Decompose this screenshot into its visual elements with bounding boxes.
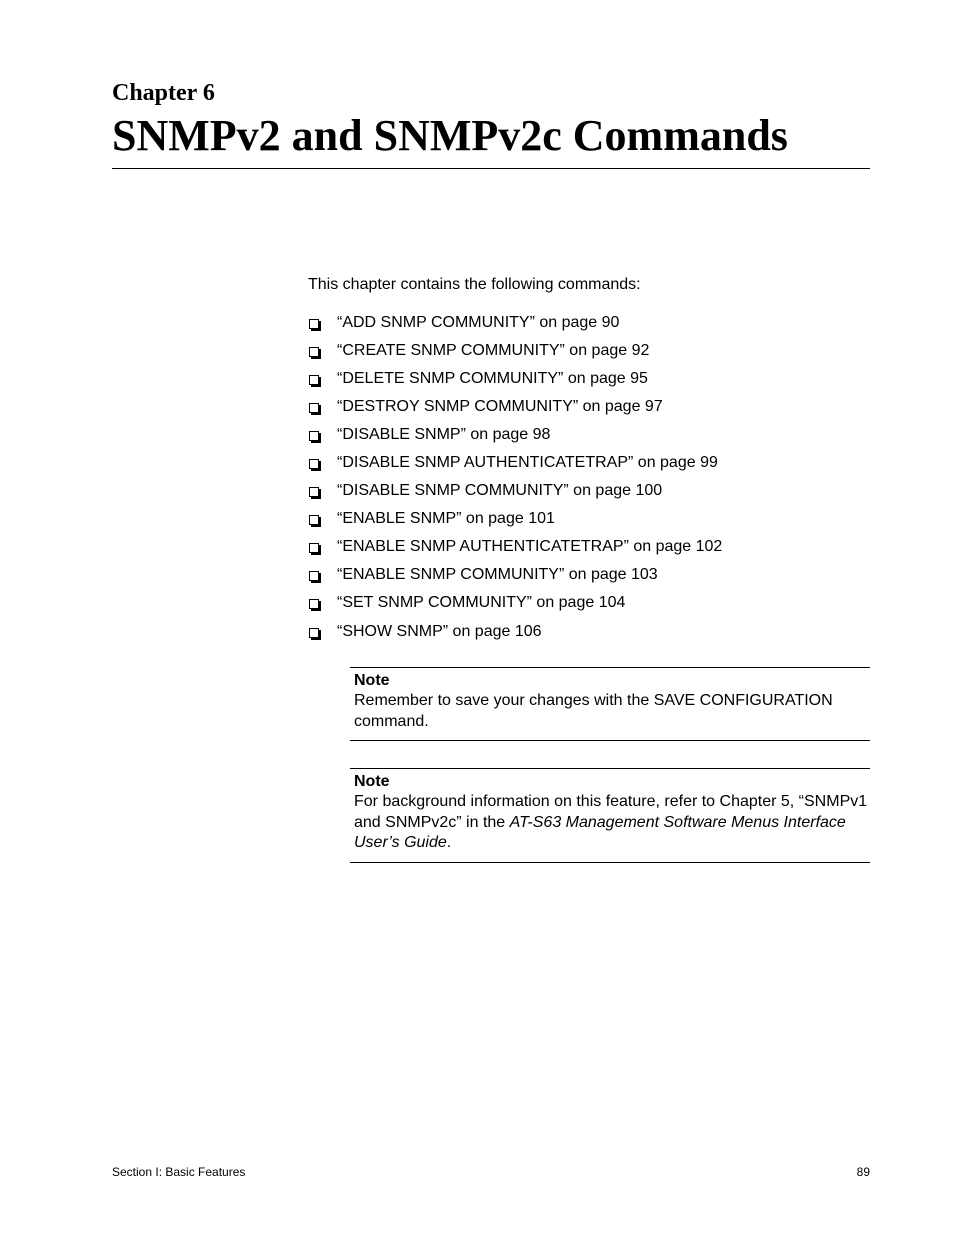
list-item[interactable]	[308, 341, 722, 369]
command-link[interactable]: “ADD SNMP COMMUNITY” on page 90	[337, 314, 620, 331]
command-link[interactable]: “DISABLE SNMP” on page 98	[337, 426, 551, 443]
chapter-title: SNMPv2 and SNMPv2c Commands	[112, 111, 788, 160]
list-item[interactable]	[308, 425, 722, 453]
title-rule	[112, 168, 870, 169]
command-link[interactable]: “ENABLE SNMP” on page 101	[337, 510, 555, 527]
note-heading: Note	[354, 672, 390, 689]
square-bullet-icon	[309, 515, 319, 525]
list-item[interactable]	[308, 622, 722, 650]
list-item[interactable]	[308, 313, 722, 341]
command-link[interactable]: “DISABLE SNMP AUTHENTICATETRAP” on page 99	[337, 454, 718, 471]
command-link[interactable]: “DESTROY SNMP COMMUNITY” on page 97	[337, 398, 663, 415]
footer-page-number: 89	[856, 1165, 870, 1179]
square-bullet-icon	[309, 543, 319, 553]
intro-text: This chapter contains the following commands:	[308, 276, 641, 293]
note-body: Remember to save your changes with the SAVE CONFIGURATION command.	[354, 692, 833, 730]
list-item[interactable]	[308, 537, 722, 565]
note-body-end: .	[446, 834, 452, 851]
command-link[interactable]: “SHOW SNMP” on page 106	[337, 623, 542, 640]
command-link[interactable]: “CREATE SNMP COMMUNITY” on page 92	[337, 342, 650, 359]
square-bullet-icon	[309, 375, 319, 385]
note-body	[354, 792, 870, 854]
note-save-configuration	[350, 667, 870, 741]
chapter-label: Chapter 6	[112, 80, 215, 106]
command-link[interactable]: “DELETE SNMP COMMUNITY” on page 95	[337, 370, 648, 387]
square-bullet-icon	[309, 403, 319, 413]
command-link[interactable]: “ENABLE SNMP COMMUNITY” on page 103	[337, 566, 658, 583]
square-bullet-icon	[309, 347, 319, 357]
square-bullet-icon	[309, 571, 319, 581]
list-item[interactable]	[308, 481, 722, 509]
footer-section: Section I: Basic Features	[112, 1165, 246, 1179]
command-link[interactable]: “DISABLE SNMP COMMUNITY” on page 100	[337, 482, 663, 499]
square-bullet-icon	[309, 431, 319, 441]
note-background-info	[350, 768, 870, 863]
square-bullet-icon	[309, 459, 319, 469]
square-bullet-icon	[309, 599, 319, 609]
note-heading: Note	[354, 773, 390, 790]
list-item[interactable]	[308, 369, 722, 397]
list-item[interactable]	[308, 453, 722, 481]
square-bullet-icon	[309, 319, 319, 329]
square-bullet-icon	[309, 487, 319, 497]
square-bullet-icon	[309, 628, 319, 638]
list-item[interactable]	[308, 593, 722, 621]
command-list	[308, 313, 722, 650]
list-item[interactable]	[308, 565, 722, 593]
command-link[interactable]: “ENABLE SNMP AUTHENTICATETRAP” on page 102	[337, 538, 723, 555]
command-link[interactable]: “SET SNMP COMMUNITY” on page 104	[337, 594, 626, 611]
list-item[interactable]	[308, 397, 722, 425]
guide-title: AT-S63 Management Software Menus Interface User’s Guide	[354, 813, 846, 851]
note-body-text: For background information on this feature, refer to Chapter 5, “SNMPv1 and SNMPv2c” in the	[354, 793, 868, 831]
list-item[interactable]	[308, 509, 722, 537]
